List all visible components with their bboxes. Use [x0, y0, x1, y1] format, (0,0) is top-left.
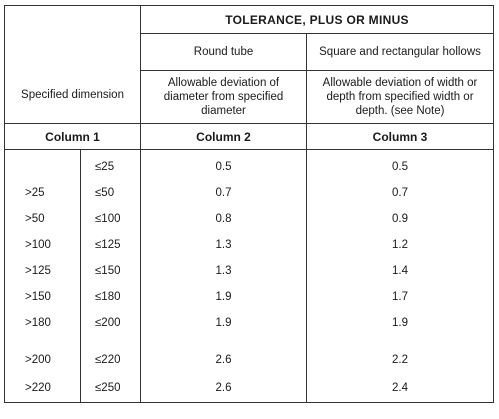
column-number-row	[5, 124, 494, 150]
round-tube-value: 1.9	[141, 284, 307, 310]
tolerance-title: TOLERANCE, PLUS OR MINUS	[141, 6, 494, 34]
table-row	[5, 232, 494, 258]
round-tube-value: 0.7	[141, 180, 307, 206]
lower-bound-cell: >220	[5, 376, 81, 403]
specified-dimension-header: Specified dimension	[5, 6, 141, 124]
upper-bound-cell: ≤220	[81, 336, 141, 376]
lower-bound-cell: >50	[5, 206, 81, 232]
table-row	[5, 284, 494, 310]
lower-bound-cell	[5, 150, 81, 181]
table-row	[5, 150, 494, 181]
column-3-label: Column 3	[307, 124, 494, 150]
round-tube-value: 1.3	[141, 232, 307, 258]
square-hollow-value: 1.4	[307, 258, 494, 284]
column-1-label: Column 1	[5, 124, 141, 150]
round-tube-value: 1.9	[141, 310, 307, 336]
tolerance-table	[4, 5, 494, 403]
table-row	[5, 206, 494, 232]
square-hollow-value: 0.5	[307, 150, 494, 181]
upper-bound-cell: ≤100	[81, 206, 141, 232]
round-tube-value: 2.6	[141, 376, 307, 403]
square-hollow-value: 2.4	[307, 376, 494, 403]
round-tube-value: 0.8	[141, 206, 307, 232]
square-hollow-value: 2.2	[307, 336, 494, 376]
square-hollow-value: 1.2	[307, 232, 494, 258]
square-hollow-value: 0.9	[307, 206, 494, 232]
lower-bound-cell: >125	[5, 258, 81, 284]
round-tube-description: Allowable deviation of diameter from specified diameter	[141, 71, 307, 124]
round-tube-value: 0.5	[141, 150, 307, 181]
upper-bound-cell: ≤125	[81, 232, 141, 258]
upper-bound-cell: ≤50	[81, 180, 141, 206]
lower-bound-cell: >180	[5, 310, 81, 336]
table-row	[5, 180, 494, 206]
square-hollow-value: 1.9	[307, 310, 494, 336]
round-tube-header: Round tube	[141, 34, 307, 71]
upper-bound-cell: ≤25	[81, 150, 141, 181]
column-2-label: Column 2	[141, 124, 307, 150]
lower-bound-cell: >25	[5, 180, 81, 206]
square-rect-description: Allowable deviation of width or depth from specified width or depth. (see Note)	[307, 71, 494, 124]
upper-bound-cell: ≤250	[81, 376, 141, 403]
square-rect-header: Square and rectangular hollows	[307, 34, 494, 71]
header-row-title	[5, 6, 494, 34]
table-row	[5, 376, 494, 403]
lower-bound-cell: >100	[5, 232, 81, 258]
upper-bound-cell: ≤200	[81, 310, 141, 336]
lower-bound-cell: >150	[5, 284, 81, 310]
square-hollow-value: 1.7	[307, 284, 494, 310]
upper-bound-cell: ≤150	[81, 258, 141, 284]
table-row	[5, 310, 494, 336]
square-hollow-value: 0.7	[307, 180, 494, 206]
lower-bound-cell: >200	[5, 336, 81, 376]
round-tube-value: 1.3	[141, 258, 307, 284]
table-row	[5, 336, 494, 376]
upper-bound-cell: ≤180	[81, 284, 141, 310]
round-tube-value: 2.6	[141, 336, 307, 376]
table-row	[5, 258, 494, 284]
